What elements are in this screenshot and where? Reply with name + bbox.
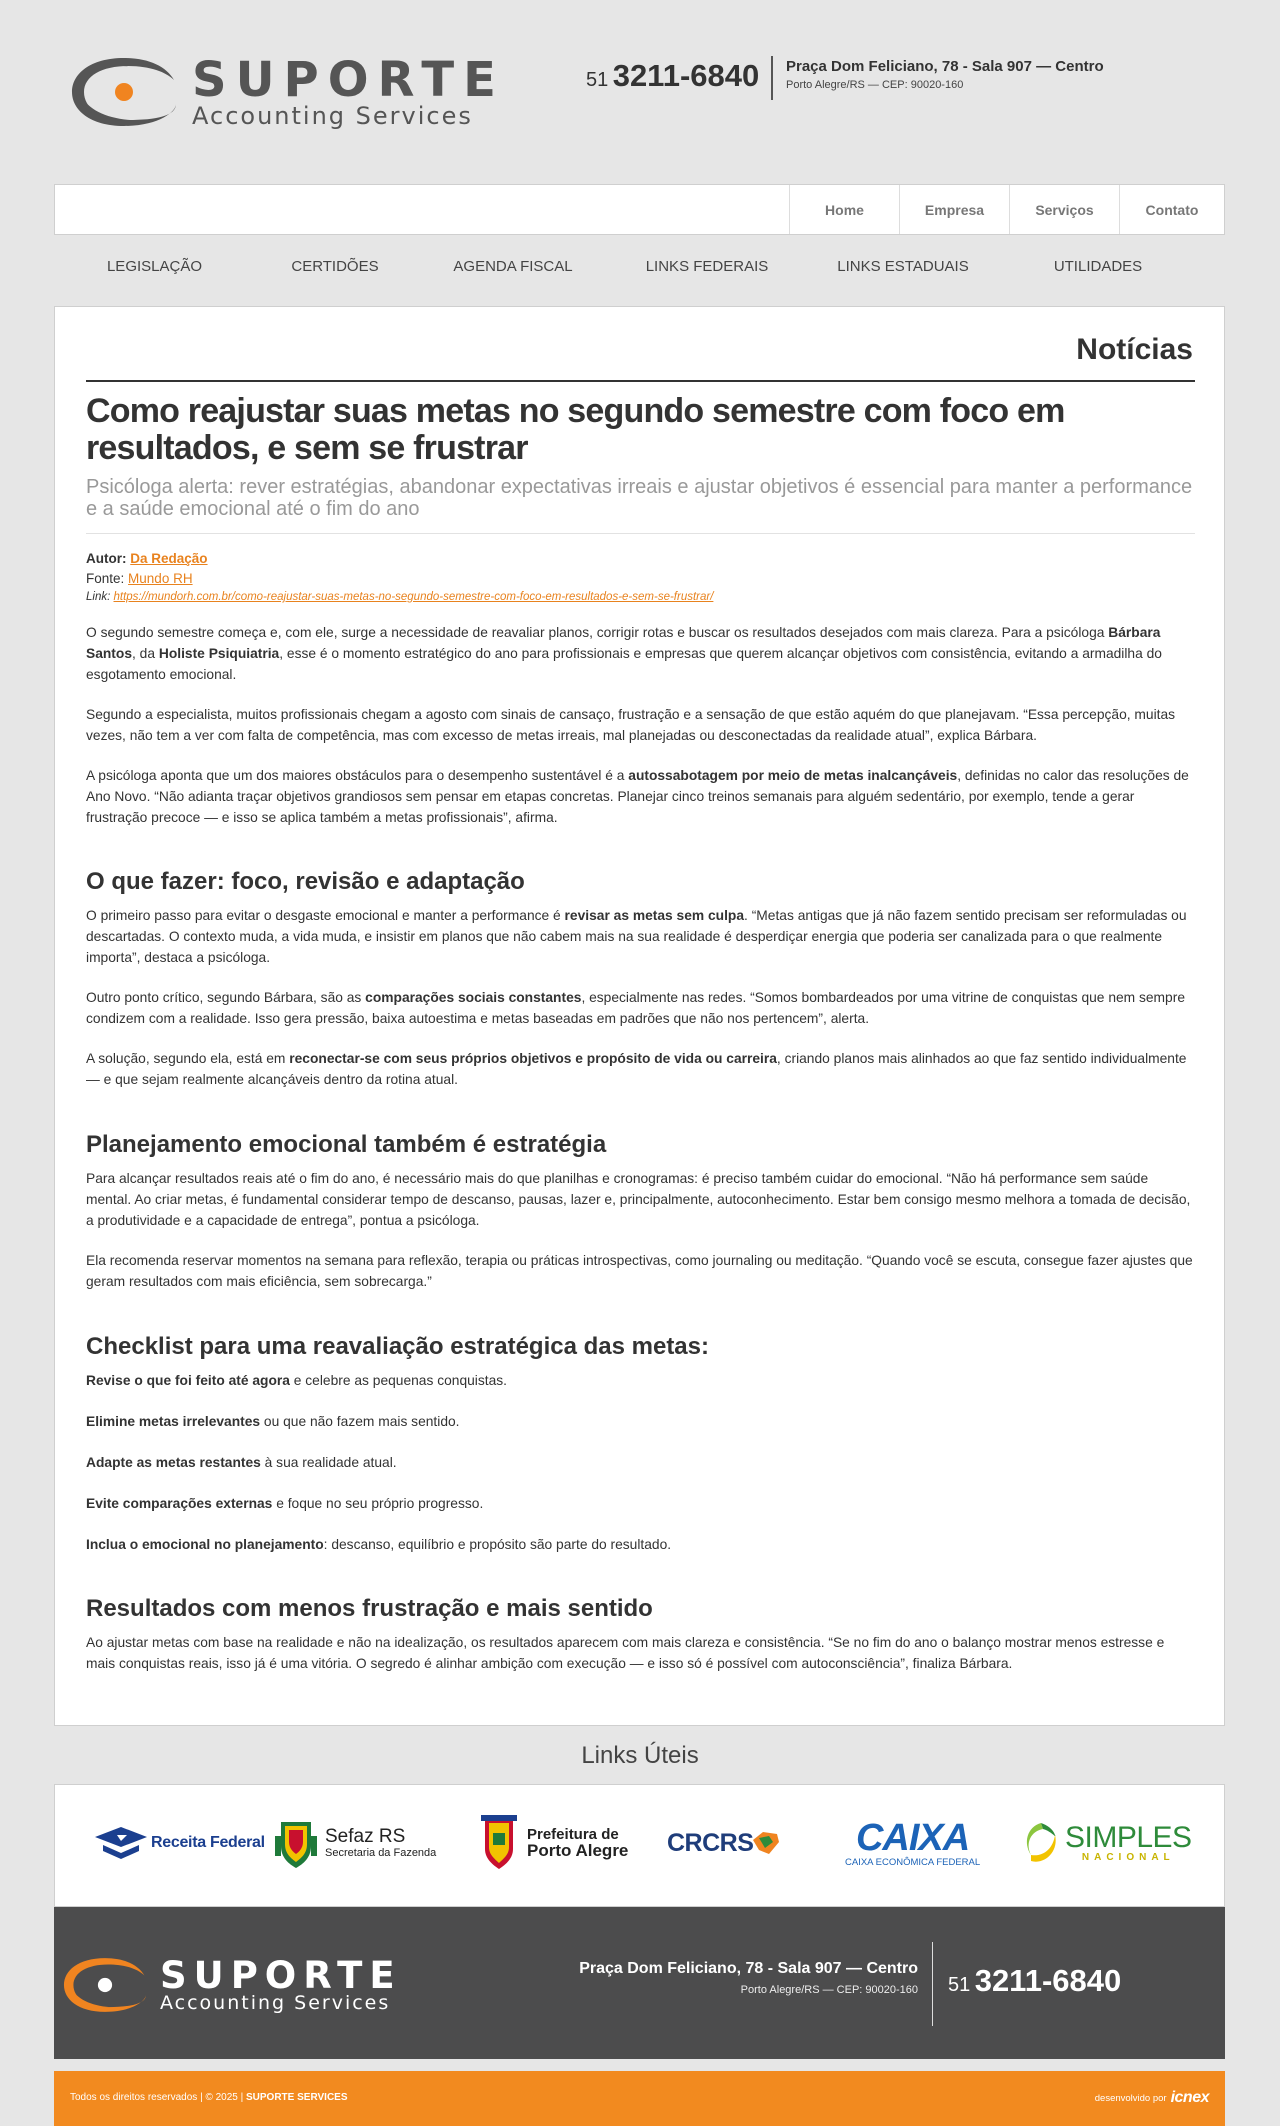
nav-empresa[interactable]: Empresa bbox=[899, 185, 1009, 234]
checklist-item: Adapte as metas restantes à sua realidade atual. bbox=[86, 1455, 397, 1470]
simples-leaf-icon bbox=[1021, 1821, 1061, 1865]
partner-receita-federal[interactable] bbox=[93, 1813, 265, 1873]
rs-coat-of-arms-icon bbox=[273, 1816, 319, 1870]
header-logo[interactable] bbox=[70, 54, 505, 130]
partner-simples-nacional[interactable] bbox=[1021, 1813, 1192, 1873]
subnav-links-federais[interactable]: LINKS FEDERAIS bbox=[645, 257, 769, 275]
footer-phone-number: 3211-6840 bbox=[974, 1963, 1122, 1998]
footer-phone[interactable] bbox=[948, 1963, 1121, 1999]
nav-contato[interactable]: Contato bbox=[1119, 185, 1224, 234]
footer-phone-ddd: 51 bbox=[948, 1974, 971, 1996]
sefaz-label: Sefaz RS bbox=[325, 1826, 406, 1847]
footer-address-line1: Praça Dom Feliciano, 78 - Sala 907 — Centro bbox=[579, 1960, 918, 1977]
developer-credit[interactable] bbox=[1095, 2089, 1209, 2107]
partner-links bbox=[54, 1784, 1225, 1907]
subnav-agenda-fiscal[interactable]: AGENDA FISCAL bbox=[453, 257, 573, 275]
checklist-item: Revise o que foi feito até agora e celebre as pequenas conquistas. bbox=[86, 1373, 508, 1388]
paragraph: O segundo semestre começa e, com ele, surge a necessidade de reavaliar planos, corrigir rotas e buscar os resultados desejados com mais clareza. Para a psicóloga Bárbara Santos, da Holiste Psiquiatria, esse é o momento estratégico do ano para profissionais e empresas que querem alcançar objetivos com consistência, evitando a armadilha do esgotamento emocional. bbox=[86, 625, 1162, 682]
subnav-links-estaduais[interactable]: LINKS ESTADUAIS bbox=[837, 257, 969, 275]
main-nav bbox=[54, 184, 1225, 235]
category-nav bbox=[54, 246, 1225, 286]
article-meta bbox=[86, 549, 1195, 605]
paragraph: A psicóloga aponta que um dos maiores obstáculos para o desempenho sustentável é a autossabotagem por meio de metas inalcançáveis, definidas no calor das resoluções de Ano Novo. “Não adianta traçar objetivos grandiosos sem pensar em etapas concretas. Planejar cinco treinos semanais para alguém sedentário, por exemplo, tende a gerar frustração precoce — e isso se aplica também a metas profissionais”, afirma. bbox=[86, 768, 1189, 825]
paragraph: Ao ajustar metas com base na realidade e não na idealização, os resultados aparecem com mais clareza e consistência. “Se no fim do ano o balanço mostrar menos estresse e mais conquistas reais, isso já é uma vitória. O segredo é alinhar ambição com execução — e isso só é possível com autoconsciência”, finaliza Bárbara. bbox=[86, 1635, 1165, 1671]
author-link[interactable]: Da Redação bbox=[130, 551, 208, 566]
paragraph: O primeiro passo para evitar o desgaste emocional e manter a performance é revisar as metas sem culpa. “Metas antigas que já não fazem sentido precisam ser reformuladas ou descartadas. O contexto muda, a vida muda, e insistir em planos que não cabem mais na sua realidade é desperdiçar energia que poderia ser canalizada para o que realmente importa”, destaca a psicóloga. bbox=[86, 908, 1187, 965]
sefaz-sub-label: Secretaria da Fazenda bbox=[325, 1847, 437, 1859]
header-address bbox=[786, 58, 1104, 91]
paragraph: Segundo a especialista, muitos profissionais chegam a agosto com sinais de cansaço, frustração e a sensação de que estão aquém do que planejavam. “Essa percepção, muitas vezes, não tem a ver com falta de competência, mas com excesso de metas irreais, mal planejadas ou desconectadas da realidade atual”, explica Bárbara. bbox=[86, 707, 1176, 743]
source-link[interactable]: Mundo RH bbox=[128, 571, 193, 586]
copyright-text: Todos os direitos reservados | © 2025 | SUPORTE SERVICES bbox=[70, 2092, 348, 2103]
site-footer bbox=[54, 1907, 1225, 2059]
paragraph: A solução, segundo ela, está em reconectar-se com seus próprios objetivos e propósito de vida ou carreira, criando planos mais alinhados ao que faz sentido individualmente — e que sejam realmente alcançáveis dentro da rotina atual. bbox=[86, 1051, 1187, 1087]
address-line2: Porto Alegre/RS — CEP: 90020-160 bbox=[786, 79, 964, 91]
nav-servicos[interactable]: Serviços bbox=[1009, 185, 1119, 234]
checklist-item: Elimine metas irrelevantes ou que não fazem mais sentido. bbox=[86, 1414, 460, 1429]
logo-swoosh-icon bbox=[70, 54, 178, 130]
paragraph: Outro ponto crítico, segundo Bárbara, são as comparações sociais constantes, especialmente nas redes. “Somos bombardeados por uma vitrine de conquistas que nem sempre condizem com a realidade. Isso gera pressão, baixa autoestima e metas baseadas em padrões que não nos pertencem”, alerta. bbox=[86, 990, 1185, 1026]
phone-number: 3211-6840 bbox=[612, 58, 760, 93]
caixa-sub-label: CAIXA ECONÔMICA FEDERAL bbox=[845, 1856, 981, 1868]
footer-address-line2: Porto Alegre/RS — CEP: 90020-160 bbox=[740, 1984, 918, 1996]
receita-label: Receita Federal bbox=[151, 1834, 265, 1851]
subnav-certidoes[interactable]: CERTIDÕES bbox=[291, 257, 379, 275]
simples-sub-label: NACIONAL bbox=[1081, 1852, 1175, 1863]
logo-swoosh-icon bbox=[62, 1955, 148, 2015]
header-phone[interactable] bbox=[586, 58, 759, 94]
header-divider bbox=[771, 56, 773, 100]
section-title: Notícias bbox=[1076, 333, 1193, 366]
partner-sefaz-rs[interactable] bbox=[273, 1813, 436, 1873]
section-heading: Resultados com menos frustração e mais sentido bbox=[86, 1595, 653, 1622]
footer-logo[interactable] bbox=[62, 1955, 402, 2015]
partner-caixa[interactable] bbox=[845, 1813, 980, 1873]
link-label: Link: bbox=[86, 591, 111, 603]
article-url-link[interactable]: https://mundorh.com.br/como-reajustar-suas-metas-no-segundo-semestre-com-foco-em-resultados-e-sem-se-frustrar/ bbox=[113, 591, 714, 603]
prefeitura-city-label: Porto Alegre bbox=[527, 1841, 629, 1860]
prefeitura-label: Prefeitura de bbox=[527, 1826, 619, 1843]
address-line1: Praça Dom Feliciano, 78 - Sala 907 — Centro bbox=[786, 58, 1104, 75]
checklist-item: Evite comparações externas e foque no seu próprio progresso. bbox=[86, 1496, 484, 1511]
porto-alegre-crest-icon bbox=[477, 1815, 521, 1871]
footer-brand-tagline: Accounting Services bbox=[160, 1992, 391, 2014]
source-label: Fonte: bbox=[86, 571, 125, 586]
footer-brand-name: SUPORTE bbox=[160, 1954, 402, 1997]
copyright-bar bbox=[54, 2071, 1225, 2126]
links-title: Links Úteis bbox=[581, 1742, 699, 1769]
subnav-legislacao[interactable]: LEGISLAÇÃO bbox=[106, 257, 203, 275]
brand-name: SUPORTE bbox=[192, 52, 505, 108]
section-heading: Checklist para uma reavaliação estratégica das metas: bbox=[86, 1333, 709, 1360]
site-header bbox=[0, 0, 1280, 170]
footer-divider bbox=[932, 1942, 933, 2026]
partner-prefeitura-poa[interactable] bbox=[477, 1813, 628, 1873]
article-panel bbox=[54, 306, 1225, 1726]
paragraph: Ela recomenda reservar momentos na semana para reflexão, terapia ou práticas introspectivas, como journaling ou meditação. “Quando você se escuta, consegue fazer ajustes que geram resultados com mais eficiência, sem sobrecarga.” bbox=[86, 1253, 1193, 1289]
nav-home[interactable]: Home bbox=[789, 185, 899, 234]
paragraph: Para alcançar resultados reais até o fim do ano, é necessário mais do que planilhas e cronogramas: é preciso também cuidar do emocional. “Não há performance sem saúde mental. Ao criar metas, é fundamental considerar tempo de descanso, pausas, lazer e, principalmente, autoconhecimento. Estar bem consigo mesmo melhora a tomada de decisão, a produtividade e a capacidade de entrega”, pontua a psicóloga. bbox=[86, 1171, 1191, 1228]
subnav-utilidades[interactable]: UTILIDADES bbox=[1053, 257, 1143, 275]
author-label: Autor: bbox=[86, 551, 127, 566]
checklist-item: Inclua o emocional no planejamento: descanso, equilíbrio e propósito são parte do resultado. bbox=[86, 1537, 672, 1552]
developer-brand: icnex bbox=[1170, 2089, 1209, 2106]
section-heading: Planejamento emocional também é estratégia bbox=[86, 1131, 607, 1158]
partner-crcrs[interactable] bbox=[667, 1813, 781, 1873]
caixa-label: CAIXA bbox=[855, 1816, 970, 1859]
subtitle-rule bbox=[86, 533, 1195, 534]
simples-label: SIMPLES bbox=[1065, 1821, 1192, 1854]
rs-map-icon bbox=[751, 1830, 781, 1856]
article-subtitle: Psicóloga alerta: rever estratégias, abandonar expectativas irreais e ajustar objetivos é essencial para manter a performance e a saúde emocional até o fim do ano bbox=[86, 476, 1193, 520]
section-rule bbox=[86, 380, 1195, 382]
receita-federal-icon bbox=[93, 1823, 149, 1863]
section-heading: O que fazer: foco, revisão e adaptação bbox=[86, 868, 525, 895]
phone-ddd: 51 bbox=[586, 69, 609, 91]
article-title: Como reajustar suas metas no segundo semestre com foco em resultados, e sem se frustrar bbox=[86, 392, 1065, 467]
footer-address bbox=[579, 1960, 918, 1996]
crcrs-label: CRCRS bbox=[667, 1828, 754, 1857]
developer-label: desenvolvido por bbox=[1094, 2092, 1167, 2104]
brand-tagline: Accounting Services bbox=[192, 102, 473, 130]
